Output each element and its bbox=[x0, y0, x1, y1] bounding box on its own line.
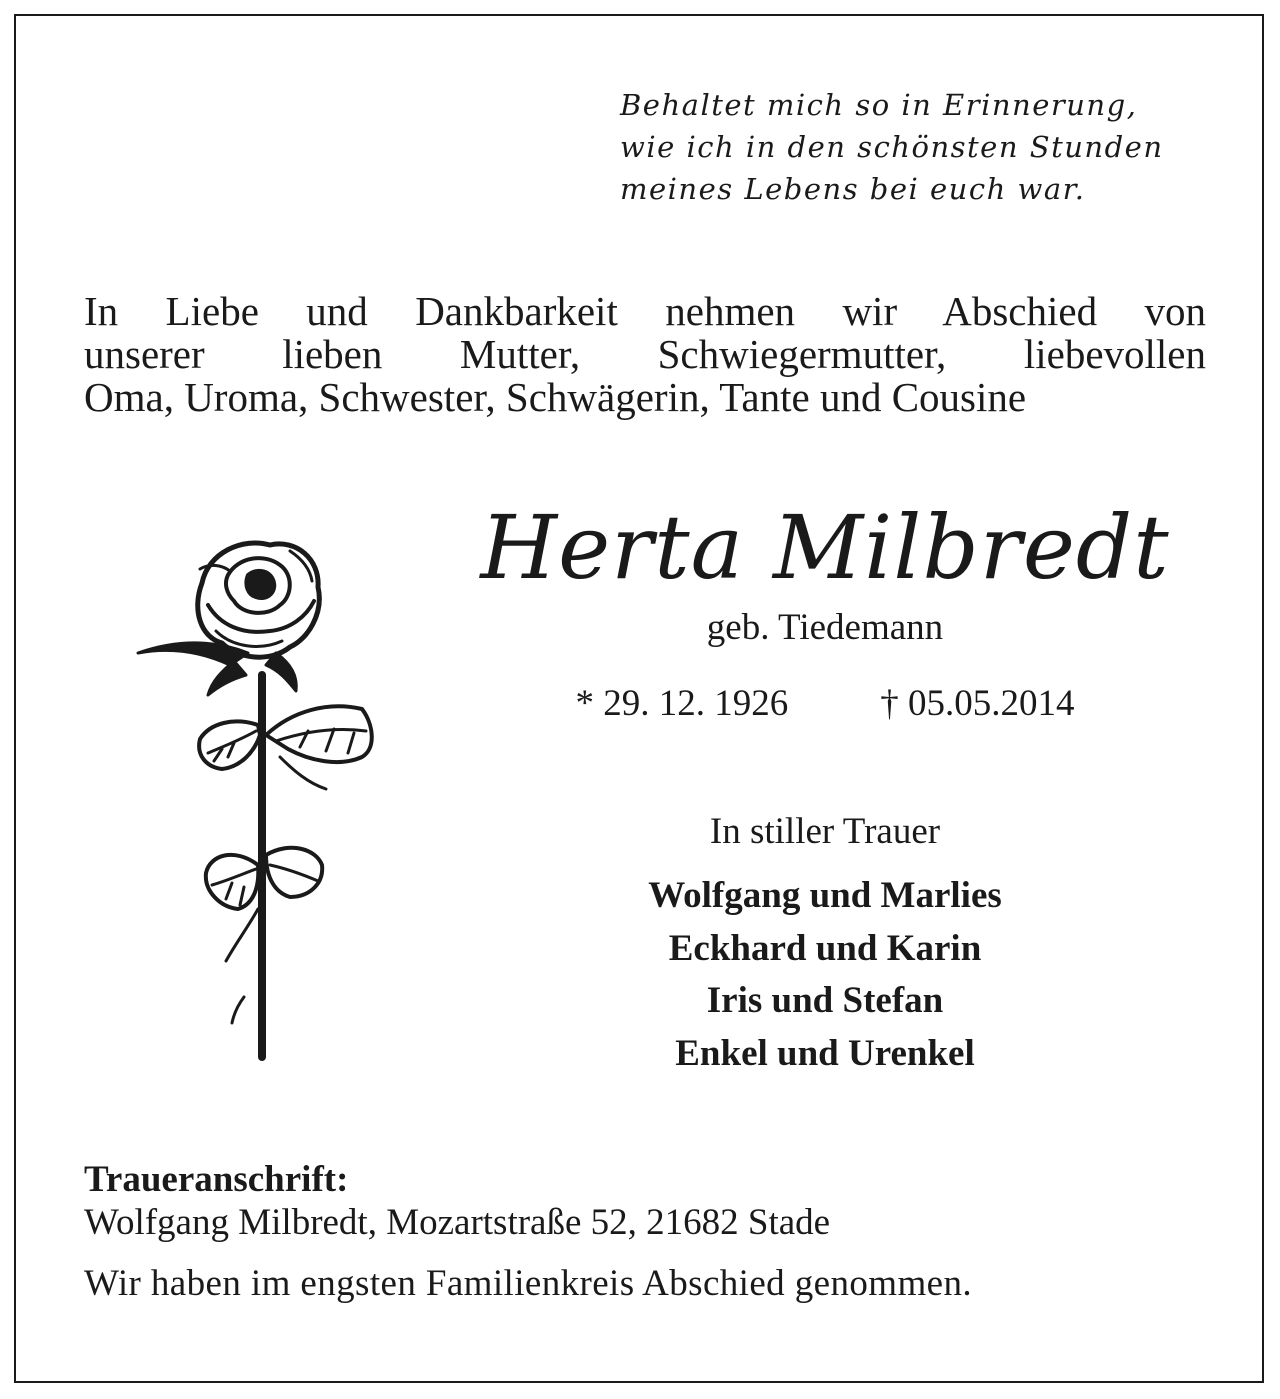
motto-verse bbox=[620, 84, 1240, 210]
address-line: Wolfgang Milbredt, Mozartstraße 52, 21682 Stade bbox=[84, 1202, 831, 1243]
intro-text bbox=[84, 290, 1206, 419]
deceased-name: Herta Milbredt bbox=[480, 496, 1170, 599]
mourning-address bbox=[84, 1158, 1214, 1244]
motto-line: Behaltet mich so in Erinnerung, bbox=[620, 88, 1138, 122]
life-dates bbox=[440, 682, 1210, 726]
mourner-item: Wolfgang und Marlies bbox=[648, 875, 1002, 916]
mourner-item: Enkel und Urenkel bbox=[675, 1032, 975, 1074]
rose-icon bbox=[130, 535, 390, 1065]
motto-line: wie ich in den schönsten Stunden bbox=[620, 130, 1164, 164]
death-date: † 05.05.2014 bbox=[880, 683, 1075, 724]
address-label: Traueranschrift: bbox=[84, 1159, 349, 1200]
motto-line: meines Lebens bei euch war. bbox=[620, 172, 1086, 206]
maiden-name: geb. Tiedemann bbox=[706, 607, 944, 648]
mourner-item: Iris und Stefan bbox=[706, 980, 944, 1021]
birth-date: * 29. 12. 1926 bbox=[575, 683, 789, 724]
intro-line: Oma, Uroma, Schwester, Schwägerin, Tante und Cousine bbox=[84, 374, 1027, 420]
intro-line: unserer lieben Mutter, Schwiegermutter, liebevollen bbox=[84, 331, 1206, 377]
closing-note: Wir haben im engsten Familienkreis Abschied genommen. bbox=[84, 1263, 972, 1304]
mourner-item: Eckhard und Karin bbox=[668, 927, 982, 969]
mourners-list bbox=[440, 870, 1210, 1080]
mourning-line: In stiller Trauer bbox=[709, 811, 941, 852]
intro-line: In Liebe und Dankbarkeit nehmen wir Abschied von bbox=[84, 288, 1206, 334]
